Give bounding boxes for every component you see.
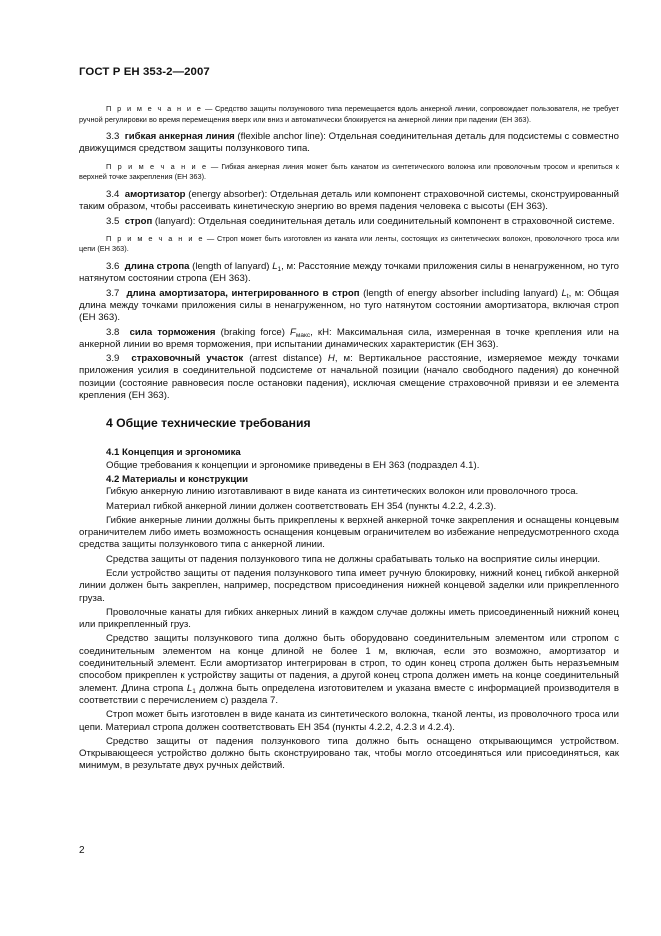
def-number: 3.9: [106, 353, 120, 365]
definition-3-4: [79, 189, 619, 214]
definition-3-5: [79, 216, 619, 228]
note-text: — Гибкая анкерная линия может быть канатом из синтетического волокна или проволочным тросом и крепиться к верхней точке закрепления (ЕН 363).: [79, 161, 619, 182]
page-header: ГОСТ Р ЕН 353-2—2007: [79, 66, 210, 78]
def-text: , м: Вертикальное расстояние, измеряемое между точками приложения усилия в соединительной подсистеме от начальной позиции (начало свободного падения) до конечной позиции (состояние равновесия после остановки падения), исключая смещение страховочной привязи и ее элемента крепления (ЕН 363).: [79, 353, 619, 402]
def-english: (arrest distance): [243, 353, 328, 365]
def-symbol: H: [327, 353, 335, 365]
definition-3-3: [79, 131, 619, 156]
def-text: (energy absorber): Отдельная деталь или компонент страховочной системы, сконструированный таким образом, чтобы рассеивать кинетическую энергию во время падения человека с высоты (ЕН 363).: [79, 188, 619, 213]
def-number: 3.5: [106, 215, 120, 227]
paragraph: Материал гибкой анкерной линии должен соответствовать ЕН 354 (пункты 4.2.2, 4.2.3).: [106, 500, 497, 512]
paragraph: Строп может быть изготовлен в виде каната из синтетического волокна, тканой ленты, из проволочного троса или цепи. Материал стропа должен соответствовать ЕН 354 (пункты 4.2.2, 4.2.3 и 4.2.4).: [79, 709, 619, 733]
def-english: (length of energy absorber including lanyard): [359, 287, 562, 299]
def-term: строп: [124, 215, 153, 227]
definition-3-8: [79, 327, 619, 352]
paragraph: [79, 633, 619, 707]
note-label: П р и м е ч а н и е: [106, 161, 208, 171]
def-text: , м: Общая длина между точками приложения силы в ненагруженном, но туго натянутом состоянии амортизатора, включая строп (ЕН 363).: [79, 287, 619, 324]
def-english: (braking force): [215, 326, 291, 338]
paragraph: Гибкие анкерные линии должны быть прикреплены к верхней анкерной точке закрепления и оснащены концевым ограничителем либо иметь возможность оснащения концевым ограничителем во избежание непредусмотренного схода средства защиты ползункового типа с анкерной линии.: [79, 514, 619, 551]
paragraph: Средства защиты от падения ползункового типа не должны срабатывать только на восприятие силы инерции.: [106, 553, 601, 565]
note-text: — Строп может быть изготовлен из каната или ленты, состоящих из синтетических волокон, проволочного троса или цепи (ЕН 363).: [79, 233, 619, 254]
def-term: амортизатор: [124, 188, 186, 200]
def-symbol: L: [272, 261, 278, 273]
document-page: [79, 66, 619, 775]
note-3-5: [79, 234, 619, 255]
subsection-4-2-heading: 4.2 Материалы и конструкции: [106, 473, 249, 485]
def-number: 3.7: [106, 287, 120, 299]
subsection-4-1-heading: 4.1 Концепция и эргономика: [106, 447, 241, 459]
def-symbol-sub: t: [566, 292, 569, 300]
note-3-3: [79, 162, 619, 183]
def-term: длина амортизатора, интегрированного в строп: [126, 287, 360, 299]
page-number: 2: [79, 845, 85, 856]
symbol: L: [186, 682, 193, 694]
section-4-heading: 4 Общие технические требования: [106, 416, 311, 431]
paragraph: Средство защиты от падения ползункового типа должно быть оснащено открывающимся устройством. Открывающееся устройство должно быть сконструировано так, чтобы могло отсоединяться или присоединяться, как минимум, в результате двух ручных действий.: [79, 735, 619, 772]
paragraph-text: должна быть определена изготовителем и указана вместе с информацией производителя в соответствии с перечислением с) раздела 7.: [79, 682, 619, 706]
def-symbol: F: [290, 326, 296, 338]
def-symbol: L: [561, 287, 567, 299]
note-text: — Средство защиты ползункового типа перемещается вдоль анкерной линии, сопровождает пользователя, не требует ручной регулировки во время перемещения вверх или вниз и автоматически блокируется на анкерной линии при падении (ЕН 363).: [79, 104, 620, 124]
paragraph: Гибкую анкерную линию изготавливают в виде каната из синтетических волокон или проволочного троса.: [106, 486, 579, 498]
def-number: 3.8: [106, 326, 120, 338]
def-text: , кН: Максимальная сила, измеренная в точке крепления или на анкерной линии во время торможения, при испытании динамических характеристик (ЕН 363).: [79, 326, 619, 350]
definition-3-9: [79, 353, 619, 402]
def-text: (lanyard): Отдельная соединительная деталь или соединительный компонент в страховочной системе.: [152, 215, 615, 227]
definition-3-7: [79, 288, 619, 325]
symbol-sub: 1: [192, 687, 196, 695]
def-term: гибкая анкерная линия: [124, 131, 235, 143]
def-number: 3.3: [106, 131, 120, 143]
paragraph: Если устройство защиты от падения ползункового типа имеет ручную блокировку, нижний конец гибкой анкерной линии должен быть закреплен, например, посредством присоединения нижней концевой заделки или прикрепленного груза.: [79, 567, 619, 604]
def-english: (length of lanyard): [189, 261, 273, 273]
paragraph: Общие требования к концепции и эргономике приведены в ЕН 363 (подраздел 4.1).: [106, 459, 480, 471]
def-symbol-sub: макс: [295, 331, 311, 339]
def-term: длина стропа: [124, 261, 190, 273]
def-text: (flexible anchor line): Отдельная соединительная деталь для подсистемы с совместно движущимся средством защиты ползункового типа.: [79, 131, 619, 155]
def-term: сила торможения: [129, 326, 216, 338]
note-label: П р и м е ч а н и е: [106, 104, 203, 113]
def-number: 3.4: [106, 188, 120, 200]
def-text: , м: Расстояние между точками приложения силы в ненагруженном, но туго натянутом состоянии стропа (ЕН 363).: [79, 261, 619, 285]
def-term: страховочный участок: [131, 353, 244, 365]
paragraph: Проволочные канаты для гибких анкерных линий в каждом случае должны иметь присоединенный нижний конец или прикрепленный груз.: [79, 606, 619, 631]
note-label: П р и м е ч а н и е: [106, 233, 205, 243]
definition-3-6: [79, 261, 619, 286]
note-3-2: [79, 104, 619, 125]
def-symbol-sub: 1: [277, 266, 282, 274]
paragraph-text: Средство защиты ползункового типа должно быть оборудовано соединительным элементом или стропом с соединительным элементом на конце длиной не более 1 м, включая, если это возможно, амортизатор и соединительный элемент. Если амортизатор интегрирован в строп, то один конец стропа должен быть неразъемным способом прикреплен к устройству защиты от падения, а другой конец стропа должен иметь на конце соединительный элемент. Длина стропа: [79, 633, 619, 694]
def-number: 3.6: [106, 261, 120, 273]
